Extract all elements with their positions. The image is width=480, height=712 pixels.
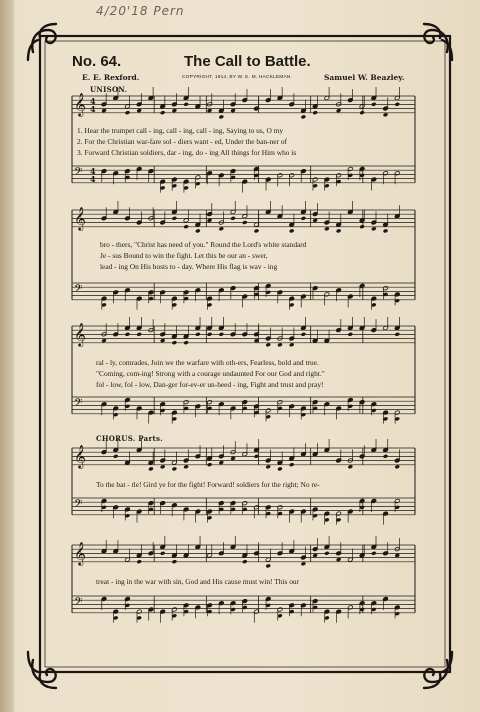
time-signature: 4 bbox=[90, 104, 96, 114]
note-head bbox=[136, 332, 142, 337]
note-head bbox=[312, 110, 318, 115]
time-signature: 4 bbox=[90, 96, 96, 106]
note-head bbox=[242, 559, 248, 564]
lyric-line: 1. Hear the trumpet call - ing, call - ing, call - ing, Saying to us, O my bbox=[77, 126, 284, 135]
note-head bbox=[160, 110, 166, 115]
note-head bbox=[348, 332, 354, 337]
composer-credit: Samuel W. Beazley. bbox=[324, 73, 405, 82]
lyric-line: lead - ing On His hosts to - day. Where His flag is wav - ing bbox=[100, 262, 278, 271]
bass-clef: 𝄢 bbox=[74, 283, 83, 298]
note-head bbox=[301, 114, 307, 119]
note-head bbox=[183, 340, 189, 345]
hymn-title: The Call to Battle. bbox=[184, 53, 311, 70]
note-head bbox=[359, 224, 365, 229]
note-head bbox=[383, 454, 389, 459]
note-head bbox=[289, 462, 295, 467]
treble-clef: 𝄞 bbox=[74, 92, 86, 116]
bass-clef: 𝄢 bbox=[74, 498, 83, 513]
lyric-line: Je - sus Bound to win the fight. Let this be our an - swer, bbox=[100, 251, 268, 260]
note-head bbox=[301, 216, 307, 221]
time-signature: 4 bbox=[90, 166, 96, 176]
note-head bbox=[148, 466, 154, 471]
note-head bbox=[160, 551, 166, 556]
lyric-line: 2. For the Christian war-fare sol - diers want - ed, Under the ban-ner of bbox=[77, 137, 288, 146]
lyric-line: ral - ly, comrades, Join we the warfare with oth-ers, Fearless, bold and true. bbox=[96, 358, 319, 367]
note-head bbox=[371, 102, 377, 107]
bass-clef: 𝄢 bbox=[74, 166, 83, 181]
hymn-number: No. 64. bbox=[72, 53, 122, 70]
lyric-line: bro - thers, "Christ has need of you." Round the Lord's white standard bbox=[100, 240, 307, 249]
note-head bbox=[183, 224, 189, 229]
time-signature: 4 bbox=[90, 174, 96, 184]
note-head bbox=[242, 220, 248, 225]
note-head bbox=[195, 228, 201, 233]
note-head bbox=[383, 228, 389, 233]
note-head bbox=[277, 466, 283, 471]
note-head bbox=[301, 332, 307, 337]
treble-clef: 𝄞 bbox=[74, 444, 86, 468]
lyric-line: treat - ing in the war with sin, God and His cause must win! This our bbox=[96, 577, 300, 586]
lyric-line: 3. Forward Christian soldiers, dar - ing, do - ing All things for Him who is bbox=[77, 148, 297, 157]
pencil-annotation: 4/20'18 Pern bbox=[96, 4, 185, 18]
note-head bbox=[207, 462, 213, 467]
note-head bbox=[125, 332, 131, 337]
note-head bbox=[230, 216, 236, 221]
note-head bbox=[172, 559, 178, 564]
note-head bbox=[125, 110, 131, 115]
treble-clef: 𝄞 bbox=[74, 322, 86, 346]
note-head bbox=[324, 551, 330, 556]
lyricist-credit: E. E. Rexford. bbox=[82, 73, 140, 82]
lyric-line: To the bat - tle! Gird ye for the fight! Forward! soldiers for the right; No re- bbox=[96, 480, 320, 489]
note-head bbox=[136, 559, 142, 564]
note-head bbox=[254, 228, 260, 233]
lyric-line: "Coming, com-ing! Strong with a courage undaunted For our God and right." bbox=[96, 369, 325, 378]
note-head bbox=[289, 228, 295, 233]
note-head bbox=[172, 466, 178, 471]
chorus-label: CHORUS. Parts. bbox=[96, 434, 163, 443]
note-head bbox=[172, 216, 178, 221]
note-head bbox=[218, 332, 224, 337]
note-head bbox=[394, 102, 400, 107]
copyright-notice: COPYRIGHT, 1914, BY W. E. M. HACKLEMAN. bbox=[182, 75, 293, 80]
note-head bbox=[218, 114, 224, 119]
note-head bbox=[113, 454, 119, 459]
lyric-line: fol - low, fol - low, Dan-ger for-ev-er un-heed - ing, Fight and trust and pray! bbox=[96, 380, 324, 389]
note-head bbox=[371, 551, 377, 556]
treble-clef: 𝄞 bbox=[74, 541, 86, 565]
bass-clef: 𝄢 bbox=[74, 596, 83, 611]
note-head bbox=[207, 332, 213, 337]
bass-clef: 𝄢 bbox=[74, 397, 83, 412]
unison-label: UNISON. bbox=[90, 85, 128, 94]
note-head bbox=[336, 228, 342, 233]
note-head bbox=[394, 332, 400, 337]
note-head bbox=[172, 340, 178, 345]
note-head bbox=[195, 332, 201, 337]
note-head bbox=[265, 563, 271, 568]
note-head bbox=[183, 102, 189, 107]
note-head bbox=[359, 110, 365, 115]
treble-clef: 𝄞 bbox=[74, 206, 86, 230]
